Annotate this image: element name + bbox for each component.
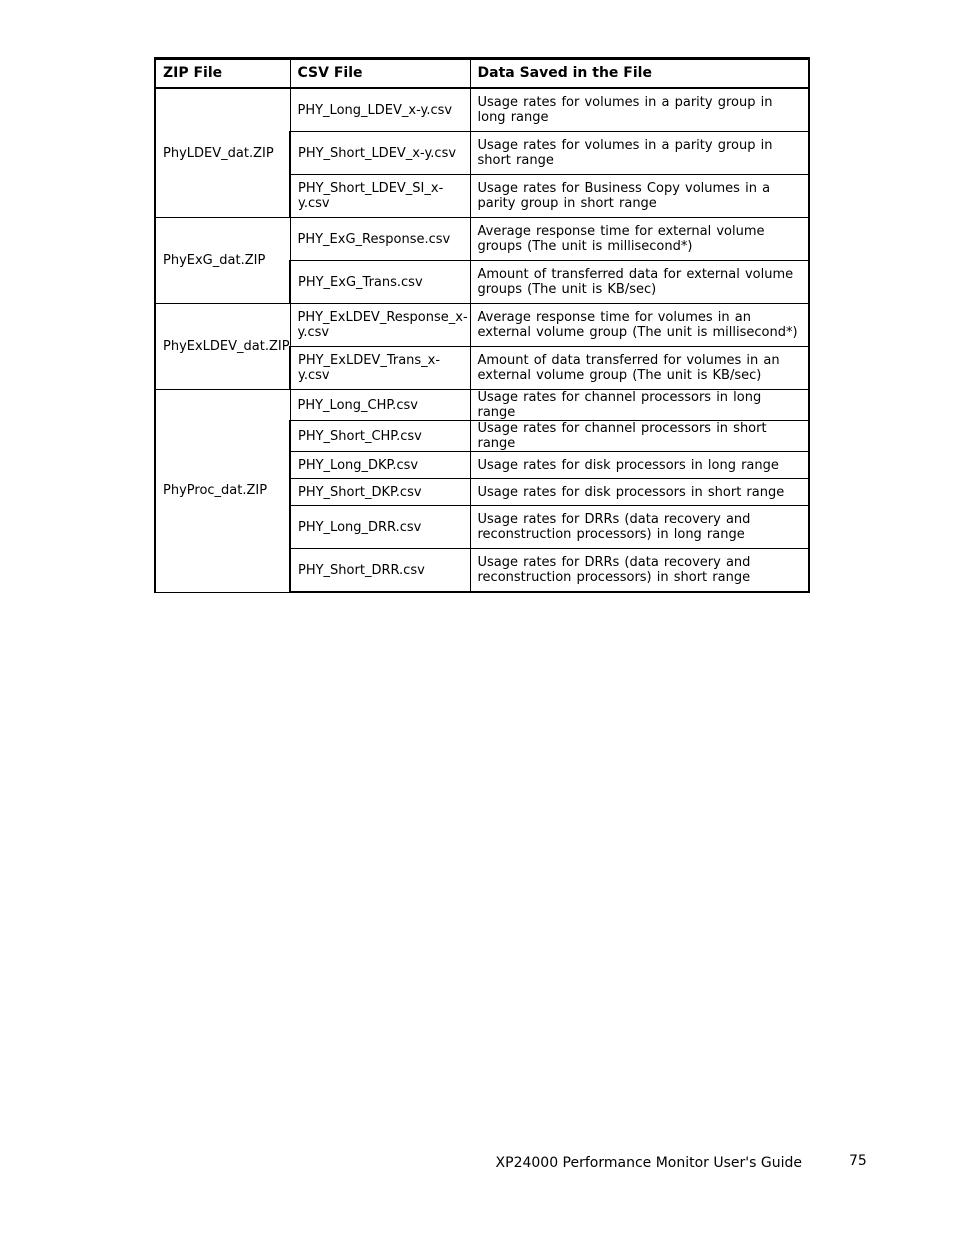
csv-file-cell: PHY_Long_LDEV_x-y.csv <box>290 88 470 132</box>
csv-file-cell: PHY_Long_DRR.csv <box>290 506 470 549</box>
description-cell: Usage rates for volumes in a parity group in short range <box>470 132 809 175</box>
description-cell: Usage rates for disk processors in long range <box>470 452 809 479</box>
header-data-saved: Data Saved in the File <box>470 59 809 89</box>
zip-file-cell: PhyExLDEV_dat.ZIP <box>155 304 290 390</box>
csv-file-cell: PHY_ExG_Trans.csv <box>290 261 470 304</box>
csv-file-cell: PHY_Long_DKP.csv <box>290 452 470 479</box>
csv-file-cell: PHY_ExLDEV_Response_x-y.csv <box>290 304 470 347</box>
zip-file-cell: PhyExG_dat.ZIP <box>155 218 290 304</box>
csv-file-table <box>154 57 810 593</box>
header-zip-file: ZIP File <box>155 59 290 89</box>
zip-file-cell: PhyLDEV_dat.ZIP <box>155 88 290 218</box>
description-cell: Usage rates for DRRs (data recovery and reconstruction processors) in short range <box>470 549 809 593</box>
guide-title: XP24000 Performance Monitor User's Guide <box>495 1155 802 1171</box>
description-cell: Average response time for external volume groups (The unit is millisecond*) <box>470 218 809 261</box>
csv-file-cell: PHY_ExG_Response.csv <box>290 218 470 261</box>
header-csv-file: CSV File <box>290 59 470 89</box>
page-number: 75 <box>849 1153 867 1169</box>
description-cell: Average response time for volumes in an external volume group (The unit is millisecond*) <box>470 304 809 347</box>
description-cell: Amount of data transferred for volumes in an external volume group (The unit is KB/sec) <box>470 347 809 390</box>
description-cell: Usage rates for disk processors in short range <box>470 479 809 506</box>
csv-file-cell: PHY_Short_DKP.csv <box>290 479 470 506</box>
description-cell: Usage rates for channel processors in long range <box>470 390 809 421</box>
table-row <box>155 88 809 132</box>
csv-file-cell: PHY_Short_LDEV_x-y.csv <box>290 132 470 175</box>
description-cell: Usage rates for volumes in a parity group in long range <box>470 88 809 132</box>
description-cell: Usage rates for DRRs (data recovery and reconstruction processors) in long range <box>470 506 809 549</box>
table-row <box>155 304 809 347</box>
description-cell: Usage rates for Business Copy volumes in a parity group in short range <box>470 175 809 218</box>
description-cell: Amount of transferred data for external volume groups (The unit is KB/sec) <box>470 261 809 304</box>
table-row <box>155 390 809 421</box>
csv-file-cell: PHY_ExLDEV_Trans_x-y.csv <box>290 347 470 390</box>
zip-file-cell: PhyProc_dat.ZIP <box>155 390 290 593</box>
table-row <box>155 218 809 261</box>
page-footer <box>0 1155 954 1175</box>
description-cell: Usage rates for channel processors in short range <box>470 421 809 452</box>
table-header-row <box>155 59 809 89</box>
csv-file-cell: PHY_Short_LDEV_SI_x-y.csv <box>290 175 470 218</box>
csv-file-cell: PHY_Short_DRR.csv <box>290 549 470 593</box>
csv-file-cell: PHY_Short_CHP.csv <box>290 421 470 452</box>
csv-file-cell: PHY_Long_CHP.csv <box>290 390 470 421</box>
